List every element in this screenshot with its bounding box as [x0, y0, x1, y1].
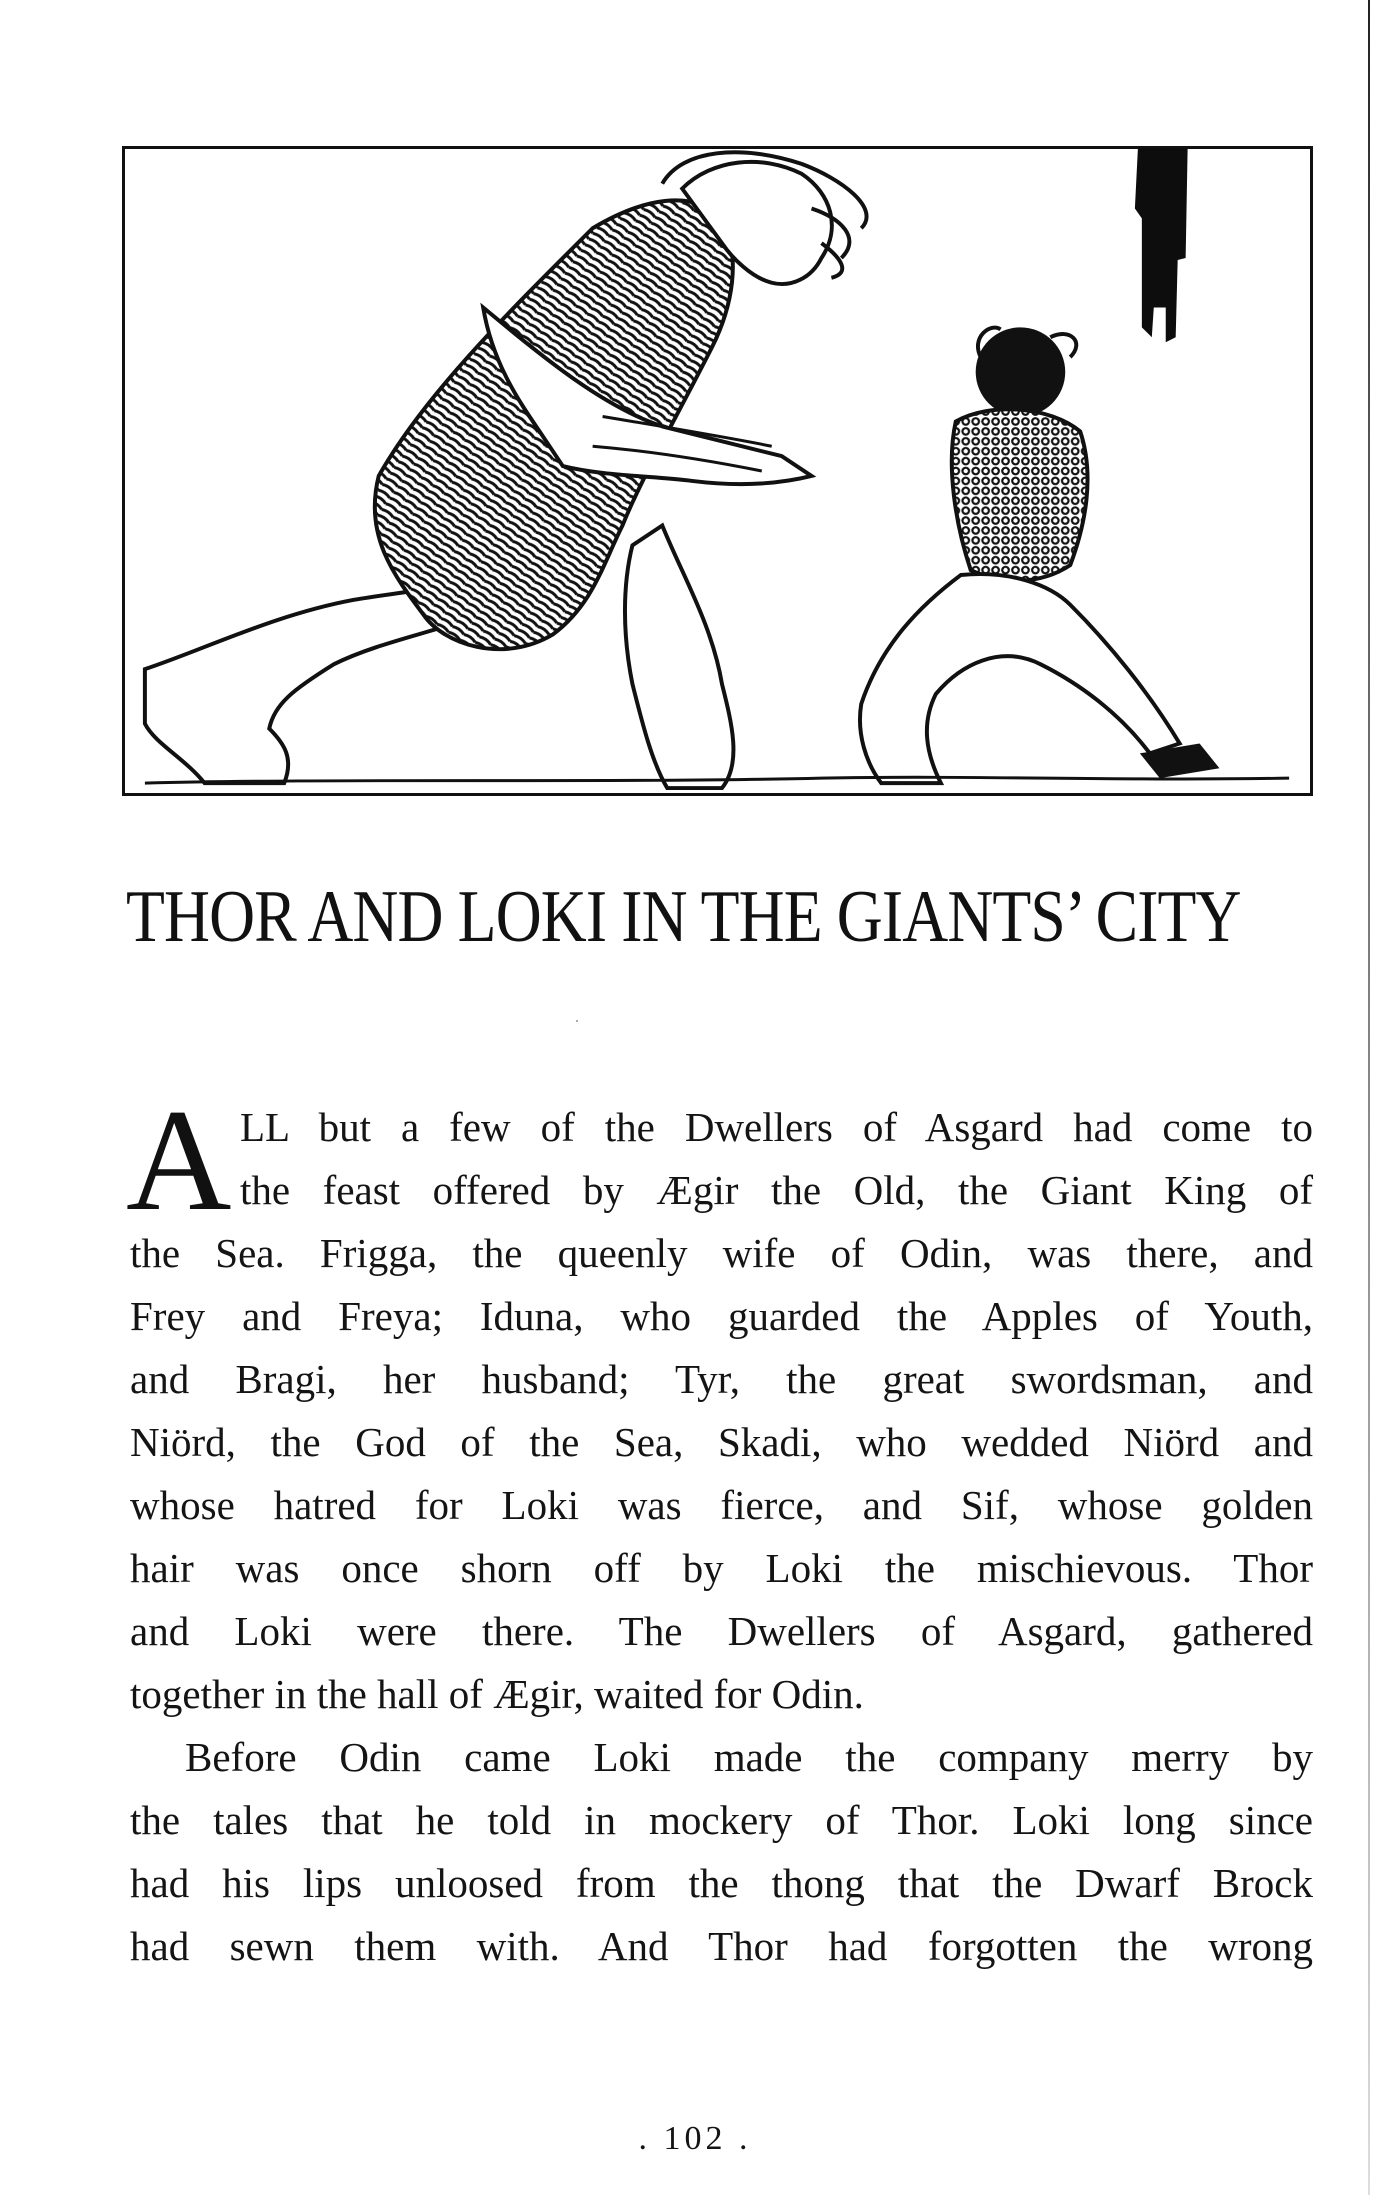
- text-line: Niörd, the God of the Sea, Skadi, who wedded Niörd and: [130, 1419, 1313, 1465]
- boy-body: [952, 409, 1088, 580]
- text-line: the tales that he told in mockery of Thor. Loki long since: [130, 1797, 1313, 1843]
- chapter-illustration: [122, 146, 1313, 796]
- hanging-shadow: [1135, 149, 1188, 342]
- paragraph-2: [130, 1726, 1313, 1978]
- text-line: and Bragi, her husband; Tyr, the great swordsman, and: [130, 1356, 1313, 1402]
- text-line: had his lips unloosed from the thong that the Dwarf Brock: [130, 1860, 1313, 1906]
- text-line: together in the hall of Ægir, waited for Odin.: [130, 1671, 864, 1717]
- text-line: had sewn them with. And Thor had forgotten the wrong: [130, 1923, 1313, 1969]
- paragraph-1: [126, 1079, 1313, 1726]
- text-line: the feast offered by Ægir the Old, the Giant King of: [240, 1167, 1313, 1213]
- text-line: Before Odin came Loki made the company merry by: [185, 1734, 1313, 1780]
- text-line: LL but a few of the Dwellers of Asgard had come to: [240, 1104, 1313, 1150]
- boy-head: [976, 327, 1066, 416]
- text-line: hair was once shorn off by Loki the mischievous. Thor: [130, 1545, 1313, 1591]
- boy-legs: [860, 574, 1180, 783]
- chapter-body: [126, 1079, 1313, 1978]
- page-number: . 102 .: [638, 2120, 752, 2157]
- text-line: whose hatred for Loki was fierce, and Sif, whose golden: [130, 1482, 1313, 1528]
- giant-front-leg: [625, 525, 733, 788]
- text-line: and Loki were there. The Dwellers of Asgard, gathered: [130, 1608, 1313, 1654]
- speck: [576, 1020, 578, 1022]
- drop-cap: A: [126, 1079, 232, 1241]
- text-line: Frey and Freya; Iduna, who guarded the Apples of Youth,: [130, 1293, 1313, 1339]
- page-edge: [1368, 0, 1370, 2195]
- giant-and-boy-drawing: [125, 149, 1310, 793]
- chapter-title: THOR AND LOKI IN THE GIANTS’ CITY: [126, 876, 1241, 958]
- text-line: the Sea. Frigga, the queenly wife of Odin, was there, and: [130, 1230, 1313, 1276]
